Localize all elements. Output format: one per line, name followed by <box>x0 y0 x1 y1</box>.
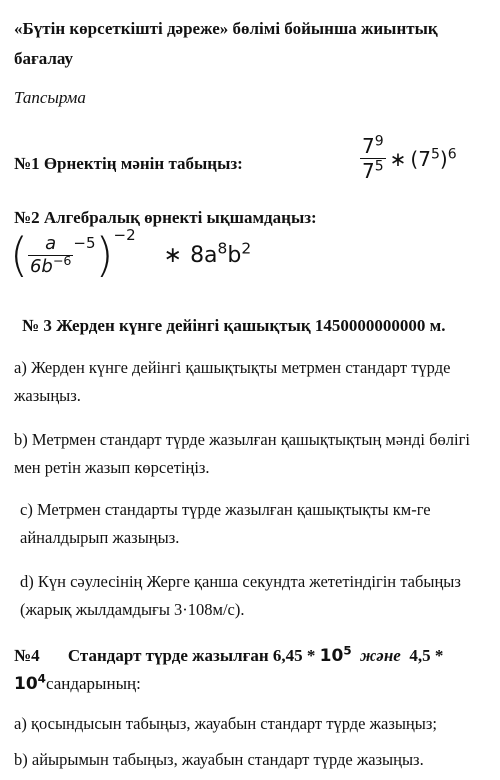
q1-label: №1 Өрнектің мәнін табыңыз: <box>14 154 243 173</box>
q1-fraction: $\frac{7^9}{7^5}$ <box>362 133 384 183</box>
q1-power: $(7^5)^6$ <box>410 145 457 171</box>
q3-item-b: b) Метрмен стандарт түрде жазылған қашықтықтың мәнді бөлігі мен ретін жазып көрсетіңіз. <box>14 430 470 477</box>
q3-item-c: с) Метрмен стандарты түрде жазылған қашықтықты км-ге айналдырып жазыңыз. <box>20 500 431 547</box>
q4-item-a: а) қосындысын табыңыз, жауабын стандарт түрде жазыңыз; <box>14 714 437 733</box>
q3-item-a: а) Жерден күнге дейінгі қашықтықты метрмен стандарт түрде жазыңыз. <box>14 358 451 405</box>
q2-label: №2 Алгебралық өрнекті ықшамдаңыз: <box>14 208 317 227</box>
page-title: «Бүтін көрсеткішті дәреже» бөлімі бойынша жиынтық бағалау <box>14 19 438 68</box>
task-subtitle: Тапсырма <box>14 88 86 107</box>
q1-operator: ∗ <box>389 146 407 171</box>
q1-expression <box>360 133 457 183</box>
q3-label: № 3 Жерден күнге дейінгі қашықтық 1450000000000 м. <box>22 316 446 335</box>
q4-item-b: b) айырымын табыңыз, жауабын стандарт түрде жазыңыз. <box>14 750 424 769</box>
q3-item-d: d) Күн сәулесінің Жерге қанша секундта жететіндігін табыңыз (жарық жылдамдығы 3·108м/с). <box>20 572 461 619</box>
q2-expression: ( $\frac{a}{6b^{-6}}$ $^{-5}$ ) $^{-2}$ ∗ $8a^8b^2$ <box>10 226 252 282</box>
q4-label: №4 Стандарт түрде жазылған $6,45 * 10^5$ және $4,5 * 10^4сандарының$: <box>14 643 444 694</box>
q2-fraction: $\frac{a}{6b^{-6}}$ <box>29 232 72 277</box>
